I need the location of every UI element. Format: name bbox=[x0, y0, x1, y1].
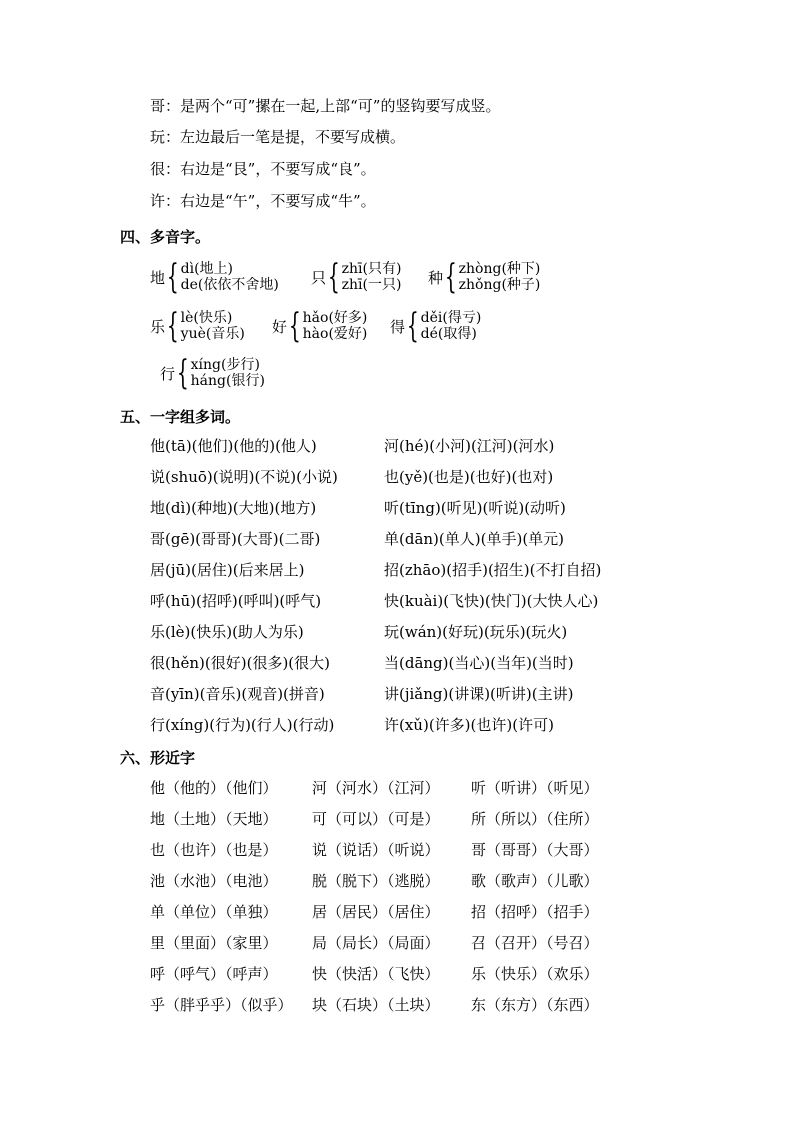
polyphone-item bbox=[150, 306, 245, 346]
word-group-left: 哥(gē)(哥哥)(大哥)(二哥) bbox=[150, 530, 321, 548]
similar-char-entry: 居（居民）（居住） bbox=[312, 903, 440, 921]
polyphone-item bbox=[160, 353, 265, 393]
polyphone-item bbox=[272, 306, 368, 346]
similar-char-entry: 说（说话）（听说） bbox=[312, 841, 440, 859]
word-group-left: 地(dì)(种地)(大地)(地方) bbox=[150, 499, 317, 517]
note-line: 哥：是两个“可”摞在一起,上部“可”的竖钩要写成竖。 bbox=[150, 97, 501, 115]
word-group-right: 玩(wán)(好玩)(玩乐)(玩火) bbox=[384, 623, 568, 641]
section-title-word-groups: 五、一字组多词。 bbox=[120, 408, 241, 426]
note-line: 玩：左边最后一笔是提，不要写成横。 bbox=[150, 128, 406, 146]
polyphone-char: 乐 bbox=[150, 317, 166, 336]
section-title-polyphones: 四、多音字。 bbox=[120, 228, 211, 246]
section-title-similar-chars: 六、形近字 bbox=[120, 749, 196, 767]
word-group-left: 居(jū)(居住)(后来居上) bbox=[150, 561, 305, 579]
similar-char-entry: 局（局长）（局面） bbox=[312, 934, 440, 952]
word-group-right: 招(zhāo)(招手)(招生)(不打自招) bbox=[384, 561, 602, 579]
similar-char-entry: 脱（脱下）（逃脱） bbox=[312, 872, 440, 890]
polyphone-char: 得 bbox=[390, 317, 406, 336]
similar-char-entry: 池（水池）（电池） bbox=[150, 872, 278, 890]
similar-char-entry: 里（里面）（家里） bbox=[150, 934, 278, 952]
word-group-left: 音(yīn)(音乐)(观音)(拼音) bbox=[150, 685, 325, 703]
reading-1: zhī(只有) bbox=[341, 261, 402, 277]
similar-char-entry: 招（招呼）（招手） bbox=[471, 903, 599, 921]
polyphone-char: 地 bbox=[150, 268, 166, 287]
word-group-left: 说(shuō)(说明)(不说)(小说) bbox=[150, 468, 338, 486]
reading-2: háng(银行) bbox=[190, 373, 265, 389]
similar-char-entry: 东（东方）（东西） bbox=[471, 996, 599, 1014]
reading-1: zhòng(种下) bbox=[458, 261, 541, 277]
similar-char-entry: 块（石块）（土块） bbox=[312, 996, 440, 1014]
word-group-right: 也(yě)(也是)(也好)(也对) bbox=[384, 468, 554, 486]
similar-char-entry: 乐（快乐）（欢乐） bbox=[471, 965, 599, 983]
reading-2: hào(爱好) bbox=[302, 326, 368, 342]
similar-char-entry: 河（河水）（江河） bbox=[312, 779, 440, 797]
reading-2: zhǒng(种子) bbox=[458, 277, 541, 293]
polyphone-char: 种 bbox=[428, 268, 444, 287]
polyphone-item bbox=[390, 306, 482, 346]
similar-char-entry: 所（所以）（住所） bbox=[471, 810, 599, 828]
word-group-right: 当(dāng)(当心)(当年)(当时) bbox=[384, 654, 574, 672]
similar-char-entry: 他（他的）（他们） bbox=[150, 779, 278, 797]
polyphone-item bbox=[311, 257, 402, 297]
similar-char-entry: 快（快活）（飞快） bbox=[312, 965, 440, 983]
similar-char-entry: 哥（哥哥）（大哥） bbox=[471, 841, 599, 859]
polyphone-item bbox=[150, 257, 279, 297]
similar-char-entry: 听（听讲）（听见） bbox=[471, 779, 599, 797]
polyphone-char: 好 bbox=[272, 317, 288, 336]
word-group-right: 讲(jiǎng)(讲课)(听讲)(主讲) bbox=[384, 685, 574, 703]
word-group-left: 乐(lè)(快乐)(助人为乐) bbox=[150, 623, 304, 641]
word-group-right: 快(kuài)(飞快)(快门)(大快人心) bbox=[384, 592, 599, 610]
brace-icon: { bbox=[166, 257, 179, 297]
brace-icon: { bbox=[288, 306, 301, 346]
note-line: 许：右边是“午”，不要写成“牛”。 bbox=[150, 192, 376, 210]
brace-icon: { bbox=[444, 257, 457, 297]
word-group-left: 行(xíng)(行为)(行人)(行动) bbox=[150, 716, 335, 734]
brace-icon: { bbox=[406, 306, 419, 346]
polyphone-char: 行 bbox=[160, 364, 176, 383]
reading-1: dì(地上) bbox=[180, 261, 234, 277]
word-group-right: 许(xǔ)(许多)(也许)(许可) bbox=[384, 716, 554, 734]
polyphone-item bbox=[428, 257, 541, 297]
word-group-right: 听(tīng)(听见)(听说)(动听) bbox=[384, 499, 566, 517]
reading-2: zhī(一只) bbox=[341, 277, 402, 293]
word-group-left: 呼(hū)(招呼)(呼叫)(呼气) bbox=[150, 592, 322, 610]
reading-1: hǎo(好多) bbox=[302, 310, 368, 326]
polyphone-char: 只 bbox=[311, 268, 327, 287]
reading-1: děi(得亏) bbox=[420, 310, 482, 326]
reading-2: yuè(音乐) bbox=[180, 326, 245, 342]
similar-char-entry: 乎（胖乎乎）（似乎） bbox=[150, 996, 293, 1014]
word-group-right: 单(dān)(单人)(单手)(单元) bbox=[384, 530, 565, 548]
similar-char-entry: 可（可以）（可是） bbox=[312, 810, 440, 828]
reading-2: dé(取得) bbox=[420, 326, 477, 342]
brace-icon: { bbox=[327, 257, 340, 297]
similar-char-entry: 单（单位）（单独） bbox=[150, 903, 278, 921]
similar-char-entry: 也（也许）（也是） bbox=[150, 841, 278, 859]
word-group-left: 很(hěn)(很好)(很多)(很大) bbox=[150, 654, 331, 672]
similar-char-entry: 呼（呼气）（呼声） bbox=[150, 965, 278, 983]
similar-char-entry: 歌（歌声）（儿歌） bbox=[471, 872, 599, 890]
reading-1: xíng(步行) bbox=[190, 357, 260, 373]
word-group-right: 河(hé)(小河)(江河)(河水) bbox=[384, 437, 555, 455]
similar-char-entry: 召（召开）（号召） bbox=[471, 934, 599, 952]
brace-icon: { bbox=[176, 353, 189, 393]
note-line: 很：右边是“艮”，不要写成“良”。 bbox=[150, 160, 376, 178]
word-group-left: 他(tā)(他们)(他的)(他人) bbox=[150, 437, 317, 455]
reading-2: de(依依不舍地) bbox=[180, 277, 279, 293]
brace-icon: { bbox=[166, 306, 179, 346]
similar-char-entry: 地（土地）（天地） bbox=[150, 810, 278, 828]
reading-1: lè(快乐) bbox=[180, 310, 233, 326]
